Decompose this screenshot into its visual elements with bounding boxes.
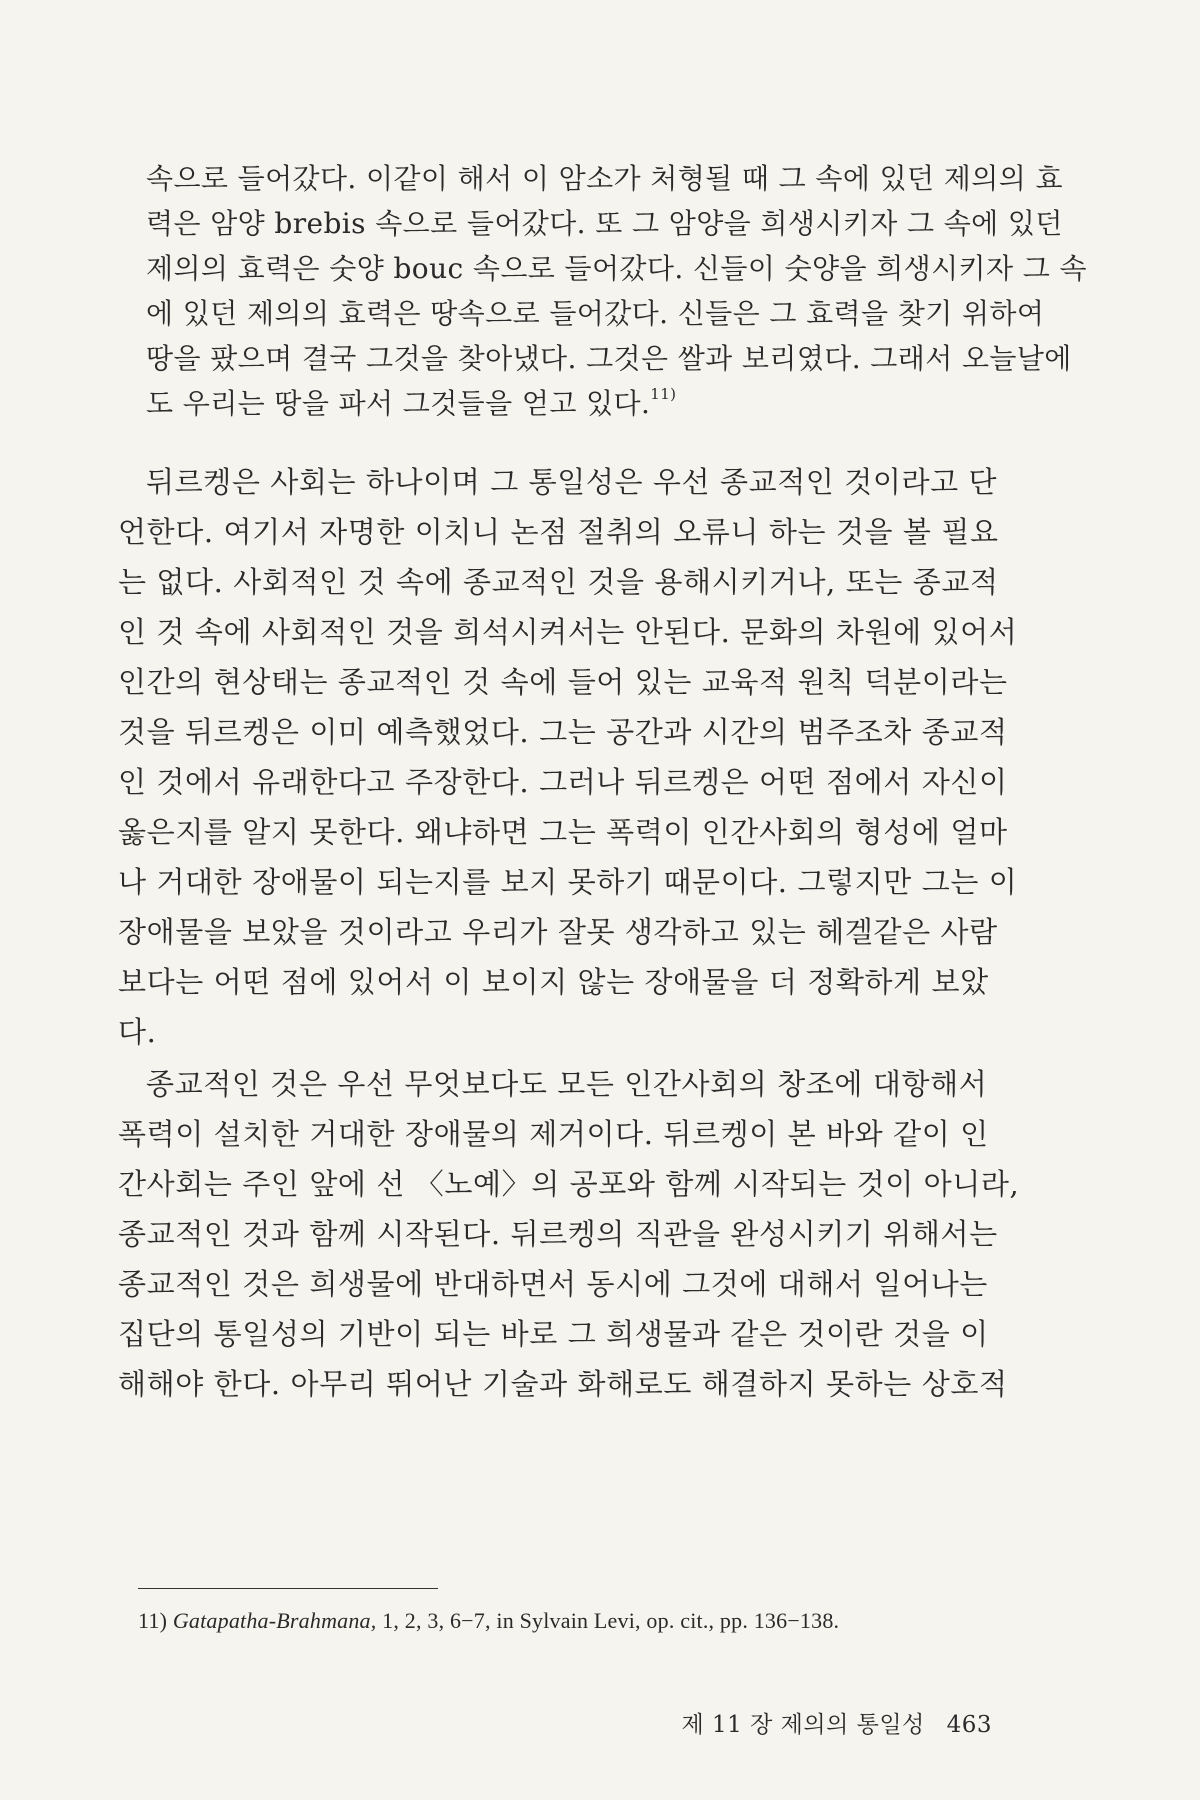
body-line: 간사회는 주인 앞에 선 〈노예〉의 공포와 함께 시작되는 것이 아니라, [118, 1167, 1020, 1201]
running-footer [682, 1706, 992, 1739]
chapter-title: 제 11 장 제의의 통일성 [681, 1712, 925, 1738]
footnote [138, 1608, 839, 1634]
body-line: 종교적인 것은 희생물에 반대하면서 동시에 그것에 대해서 일어나는 [118, 1267, 988, 1301]
body-line: 집단의 통일성의 기반이 되는 바로 그 희생물과 같은 것이란 것을 이 [118, 1317, 989, 1351]
body-line: 종교적인 것은 우선 무엇보다도 모든 인간사회의 창조에 대항해서 [146, 1067, 988, 1101]
body-line: 장애물을 보았을 것이라고 우리가 잘못 생각하고 있는 헤겔같은 사람 [118, 915, 998, 949]
body-line: 인 것에서 유래한다고 주장한다. 그러나 뒤르켕은 어떤 점에서 자신이 [118, 765, 1008, 799]
body-line: 인간의 현상태는 종교적인 것 속에 들어 있는 교육적 원칙 덕분이라는 [118, 665, 1008, 699]
body-line: 뒤르켕은 사회는 하나이며 그 통일성은 우선 종교적인 것이라고 단 [146, 465, 998, 499]
footnote-divider [138, 1588, 438, 1589]
body-line: 폭력이 설치한 거대한 장애물의 제거이다. 뒤르켕이 본 바와 같이 인 [118, 1117, 989, 1151]
body-line: 다. [118, 1015, 157, 1049]
quote-line: 제의의 효력은 숫양 bouc 속으로 들어갔다. 신들이 숫양을 희생시키자 그 속 [146, 252, 1087, 285]
footnote-citation: 1, 2, 3, 6−7, in Sylvain Levi, op. cit., pp. 136−138. [382, 1608, 840, 1633]
quote-line: 속으로 들어갔다. 이같이 해서 이 암소가 처형될 때 그 속에 있던 제의의 효 [146, 162, 1063, 195]
body-line: 종교적인 것과 함께 시작된다. 뒤르켕의 직관을 완성시키기 위해서는 [118, 1217, 998, 1251]
footnote-marker: 11) [650, 384, 677, 403]
body-line: 보다는 어떤 점에 있어서 이 보이지 않는 장애물을 더 정확하게 보았 [118, 965, 989, 999]
body-line: 는 없다. 사회적인 것 속에 종교적인 것을 용해시키거나, 또는 종교적 [118, 565, 999, 599]
page-number: 463 [946, 1712, 992, 1738]
body-line: 해해야 한다. 아무리 뛰어난 기술과 화해로도 해결하지 못하는 상호적 [118, 1367, 1008, 1401]
body-line: 것을 뒤르켕은 이미 예측했었다. 그는 공간과 시간의 범주조차 종교적 [118, 715, 1008, 749]
quote-line-last [146, 384, 677, 420]
body-line: 인 것 속에 사회적인 것을 희석시켜서는 안된다. 문화의 차원에 있어서 [118, 615, 1018, 649]
quote-line: 에 있던 제의의 효력은 땅속으로 들어갔다. 신들은 그 효력을 찾기 위하여 [146, 297, 1045, 330]
footnote-number: 11) [138, 1608, 168, 1633]
quote-line-text: 도 우리는 땅을 파서 그것들을 얻고 있다. [146, 387, 651, 420]
quote-line: 력은 암양 brebis 속으로 들어갔다. 또 그 암양을 희생시키자 그 속에 있던 [146, 207, 1063, 240]
body-line: 나 거대한 장애물이 되는지를 보지 못하기 때문이다. 그렇지만 그는 이 [118, 865, 1018, 899]
body-line: 옳은지를 알지 못한다. 왜냐하면 그는 폭력이 인간사회의 형성에 얼마 [118, 815, 1008, 849]
quote-line: 땅을 팠으며 결국 그것을 찾아냈다. 그것은 쌀과 보리였다. 그래서 오늘날에 [146, 342, 1072, 375]
body-line: 언한다. 여기서 자명한 이치니 논점 절취의 오류니 하는 것을 볼 필요 [118, 515, 999, 549]
footnote-work-title: Gatapatha-Brahmana, [172, 1608, 377, 1633]
